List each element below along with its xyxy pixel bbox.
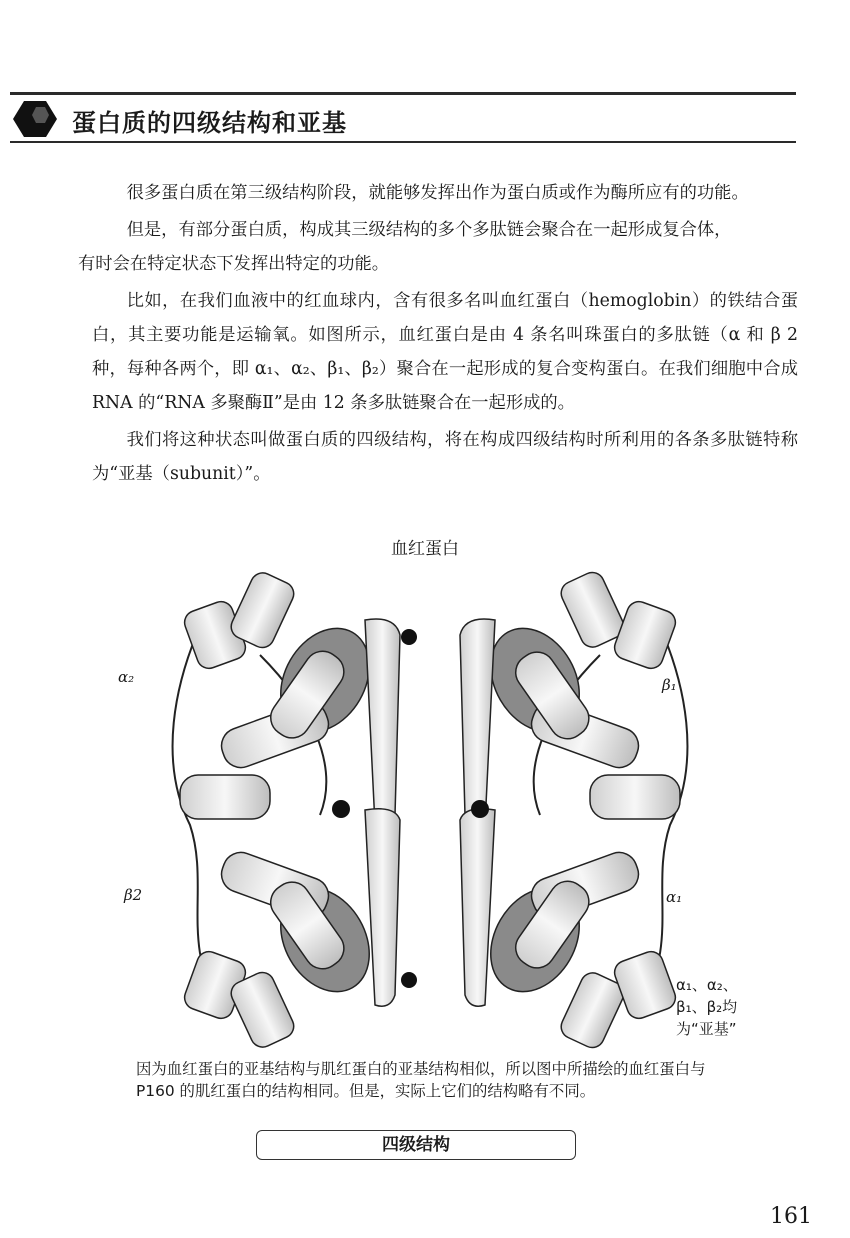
note-line: β₁、β₂均 — [676, 998, 738, 1016]
hexagon-icon — [12, 99, 58, 139]
section-header — [10, 97, 796, 143]
section-title: 蛋白质的四级结构和亚基 — [72, 109, 347, 137]
label-beta2: β2 — [124, 886, 143, 904]
paragraph: 我们将这种状态叫做蛋白质的四级结构，将在构成四级结构时所利用的各条多肽链特称为“亚基（subunit）”。 — [92, 430, 798, 484]
note-line: α₁、α₂、 — [676, 976, 738, 994]
paragraph: 有时会在特定状态下发挥出特定的功能。 — [78, 254, 390, 274]
subunit-note — [676, 974, 776, 1040]
quaternary-structure-label: 四级结构 — [256, 1130, 576, 1160]
top-rule — [10, 92, 796, 95]
label-alpha1: α₁ — [666, 888, 683, 906]
label-alpha2: α₂ — [118, 668, 135, 686]
figure-caption: 因为血红蛋白的亚基结构与肌红蛋白的亚基结构相似，所以图中所描绘的血红蛋白与 P160 的肌红蛋白的结构相同。但是，实际上它们的结构略有不同。 — [136, 1060, 706, 1100]
page-number: 161 — [770, 1204, 812, 1229]
hemoglobin-diagram — [150, 565, 710, 1055]
note-line: 为“亚基” — [676, 1020, 737, 1038]
paragraph: 但是，有部分蛋白质，构成其三级结构的多个多肽链会聚合在一起形成复合体， — [126, 220, 732, 240]
label-beta1: β₁ — [662, 676, 677, 694]
paragraph: 比如，在我们血液中的红血球内，含有很多名叫血红蛋白（hemoglobin）的铁结合蛋白，其主要功能是运输氧。如图所示，血红蛋白是由 4 条名叫珠蛋白的多肽链（α 和 β 2 种，每种各两个，即 α₁、α₂、β₁、β₂）聚合在一起形成的复合变构蛋白。在我们细胞中合成 RNA 的“RNA 多聚酶Ⅱ”是由 12 条多肽链聚合在一起形成的。 — [92, 291, 798, 413]
figure-title: 血红蛋白 — [391, 539, 459, 559]
paragraph: 很多蛋白质在第三级结构阶段，就能够发挥出作为蛋白质或作为酶所应有的功能。 — [126, 183, 749, 203]
body-text — [78, 176, 798, 494]
